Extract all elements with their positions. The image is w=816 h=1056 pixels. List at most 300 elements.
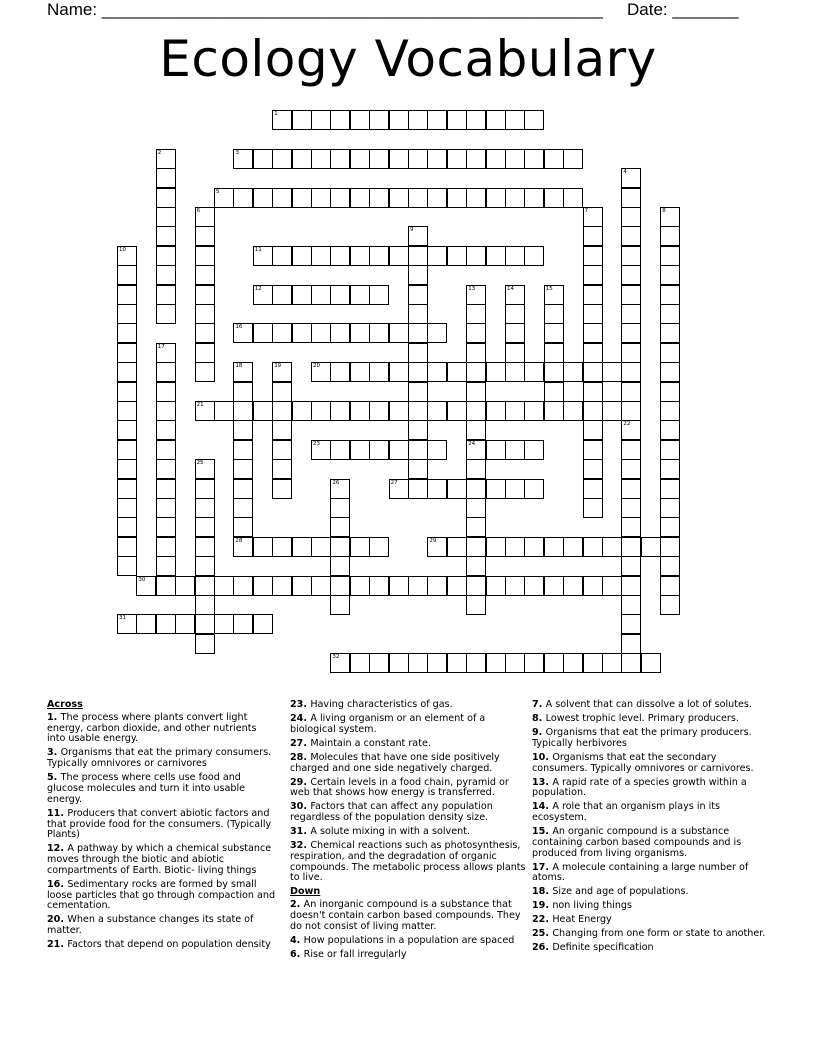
crossword-cell[interactable] [524,576,544,596]
crossword-cell[interactable] [389,110,409,130]
crossword-cell[interactable] [272,401,292,421]
crossword-cell[interactable] [660,401,680,421]
crossword-cell[interactable] [272,440,292,460]
crossword-cell[interactable] [583,498,603,518]
crossword-cell[interactable] [330,149,350,169]
crossword-cell[interactable] [660,246,680,266]
crossword-cell[interactable] [447,246,467,266]
crossword-cell[interactable] [233,498,253,518]
crossword-cell[interactable] [583,401,603,421]
crossword-cell[interactable] [505,246,525,266]
crossword-cell[interactable] [389,653,409,673]
crossword-cell[interactable] [544,304,564,324]
crossword-cell[interactable] [466,498,486,518]
crossword-cell[interactable] [350,653,370,673]
crossword-cell[interactable] [233,537,253,557]
crossword-cell[interactable] [233,440,253,460]
crossword-cell[interactable] [408,343,428,363]
crossword-cell[interactable] [427,149,447,169]
crossword-cell[interactable] [272,323,292,343]
crossword-cell[interactable] [272,420,292,440]
crossword-cell[interactable] [447,653,467,673]
crossword-cell[interactable] [505,285,525,305]
crossword-cell[interactable] [466,440,486,460]
crossword-cell[interactable] [466,420,486,440]
crossword-cell[interactable] [621,226,641,246]
crossword-cell[interactable] [621,537,641,557]
crossword-cell[interactable] [427,653,447,673]
crossword-cell[interactable] [350,576,370,596]
crossword-cell[interactable] [660,479,680,499]
crossword-cell[interactable] [369,653,389,673]
crossword-cell[interactable] [136,576,156,596]
crossword-cell[interactable] [621,285,641,305]
crossword-cell[interactable] [175,614,195,634]
crossword-cell[interactable] [292,323,312,343]
crossword-cell[interactable] [447,188,467,208]
crossword-cell[interactable] [544,188,564,208]
crossword-cell[interactable] [408,304,428,324]
crossword-cell[interactable] [156,168,176,188]
crossword-cell[interactable] [195,401,215,421]
crossword-cell[interactable] [272,110,292,130]
crossword-cell[interactable] [524,653,544,673]
crossword-cell[interactable] [330,479,350,499]
crossword-cell[interactable] [660,576,680,596]
crossword-cell[interactable] [621,207,641,227]
crossword-cell[interactable] [311,149,331,169]
crossword-cell[interactable] [660,517,680,537]
crossword-cell[interactable] [233,401,253,421]
crossword-cell[interactable] [621,420,641,440]
crossword-cell[interactable] [117,323,137,343]
crossword-cell[interactable] [389,479,409,499]
crossword-cell[interactable] [544,382,564,402]
crossword-cell[interactable] [272,188,292,208]
crossword-cell[interactable] [544,323,564,343]
crossword-cell[interactable] [311,188,331,208]
crossword-cell[interactable] [330,401,350,421]
crossword-cell[interactable] [524,362,544,382]
crossword-cell[interactable] [621,556,641,576]
crossword-cell[interactable] [389,188,409,208]
crossword-cell[interactable] [486,479,506,499]
crossword-cell[interactable] [621,595,641,615]
crossword-cell[interactable] [486,440,506,460]
crossword-cell[interactable] [369,323,389,343]
crossword-cell[interactable] [292,537,312,557]
crossword-cell[interactable] [583,323,603,343]
crossword-cell[interactable] [195,556,215,576]
crossword-cell[interactable] [660,343,680,363]
crossword-cell[interactable] [505,188,525,208]
crossword-cell[interactable] [563,362,583,382]
crossword-cell[interactable] [466,517,486,537]
crossword-cell[interactable] [466,285,486,305]
crossword-cell[interactable] [292,246,312,266]
crossword-cell[interactable] [195,285,215,305]
crossword-cell[interactable] [563,188,583,208]
crossword-cell[interactable] [641,537,661,557]
crossword-cell[interactable] [621,517,641,537]
crossword-cell[interactable] [369,576,389,596]
crossword-cell[interactable] [466,323,486,343]
crossword-cell[interactable] [427,401,447,421]
crossword-cell[interactable] [330,323,350,343]
crossword-cell[interactable] [156,517,176,537]
crossword-cell[interactable] [156,479,176,499]
crossword-cell[interactable] [369,440,389,460]
crossword-cell[interactable] [427,440,447,460]
crossword-cell[interactable] [253,537,273,557]
crossword-cell[interactable] [156,362,176,382]
crossword-cell[interactable] [466,382,486,402]
crossword-cell[interactable] [156,226,176,246]
crossword-cell[interactable] [427,479,447,499]
crossword-cell[interactable] [466,362,486,382]
crossword-cell[interactable] [447,149,467,169]
crossword-cell[interactable] [330,110,350,130]
crossword-cell[interactable] [408,188,428,208]
crossword-cell[interactable] [602,362,622,382]
crossword-cell[interactable] [389,576,409,596]
crossword-cell[interactable] [156,207,176,227]
crossword-cell[interactable] [486,401,506,421]
crossword-cell[interactable] [544,285,564,305]
crossword-cell[interactable] [505,576,525,596]
crossword-cell[interactable] [486,362,506,382]
crossword-cell[interactable] [292,110,312,130]
crossword-cell[interactable] [583,246,603,266]
crossword-cell[interactable] [563,537,583,557]
crossword-cell[interactable] [660,440,680,460]
crossword-cell[interactable] [253,614,273,634]
crossword-cell[interactable] [272,576,292,596]
crossword-cell[interactable] [466,304,486,324]
crossword-cell[interactable] [602,401,622,421]
crossword-cell[interactable] [156,440,176,460]
crossword-cell[interactable] [292,576,312,596]
crossword-cell[interactable] [389,362,409,382]
crossword-cell[interactable] [408,420,428,440]
crossword-cell[interactable] [524,401,544,421]
crossword-cell[interactable] [466,459,486,479]
crossword-cell[interactable] [195,323,215,343]
crossword-cell[interactable] [427,576,447,596]
crossword-cell[interactable] [505,343,525,363]
crossword-cell[interactable] [408,323,428,343]
crossword-cell[interactable] [427,537,447,557]
crossword-cell[interactable] [408,265,428,285]
crossword-cell[interactable] [272,459,292,479]
crossword-cell[interactable] [660,207,680,227]
crossword-cell[interactable] [233,188,253,208]
crossword-cell[interactable] [272,382,292,402]
crossword-cell[interactable] [233,517,253,537]
crossword-cell[interactable] [233,149,253,169]
crossword-cell[interactable] [524,479,544,499]
crossword-cell[interactable] [583,382,603,402]
crossword-cell[interactable] [272,285,292,305]
crossword-cell[interactable] [117,479,137,499]
crossword-cell[interactable] [466,149,486,169]
crossword-cell[interactable] [330,595,350,615]
crossword-cell[interactable] [660,595,680,615]
crossword-cell[interactable] [369,285,389,305]
crossword-cell[interactable] [486,110,506,130]
crossword-cell[interactable] [117,537,137,557]
crossword-cell[interactable] [330,285,350,305]
crossword-cell[interactable] [156,459,176,479]
crossword-cell[interactable] [621,362,641,382]
crossword-cell[interactable] [156,614,176,634]
crossword-cell[interactable] [466,401,486,421]
crossword-cell[interactable] [544,149,564,169]
crossword-cell[interactable] [621,576,641,596]
crossword-cell[interactable] [156,556,176,576]
crossword-cell[interactable] [350,401,370,421]
crossword-cell[interactable] [466,537,486,557]
crossword-cell[interactable] [408,401,428,421]
crossword-cell[interactable] [583,479,603,499]
crossword-cell[interactable] [195,207,215,227]
crossword-cell[interactable] [621,188,641,208]
crossword-cell[interactable] [330,440,350,460]
crossword-cell[interactable] [117,362,137,382]
crossword-cell[interactable] [563,653,583,673]
crossword-cell[interactable] [195,537,215,557]
crossword-cell[interactable] [369,401,389,421]
crossword-cell[interactable] [117,246,137,266]
crossword-cell[interactable] [641,653,661,673]
crossword-cell[interactable] [117,614,137,634]
crossword-cell[interactable] [117,420,137,440]
crossword-cell[interactable] [233,420,253,440]
crossword-cell[interactable] [621,323,641,343]
crossword-cell[interactable] [466,188,486,208]
crossword-cell[interactable] [350,362,370,382]
crossword-cell[interactable] [350,110,370,130]
crossword-cell[interactable] [195,479,215,499]
crossword-cell[interactable] [427,362,447,382]
crossword-cell[interactable] [369,537,389,557]
crossword-cell[interactable] [330,576,350,596]
crossword-cell[interactable] [233,382,253,402]
crossword-cell[interactable] [408,362,428,382]
crossword-cell[interactable] [195,246,215,266]
crossword-cell[interactable] [311,401,331,421]
crossword-cell[interactable] [466,479,486,499]
crossword-cell[interactable] [583,285,603,305]
crossword-cell[interactable] [214,614,234,634]
crossword-cell[interactable] [330,188,350,208]
crossword-cell[interactable] [583,343,603,363]
crossword-cell[interactable] [156,343,176,363]
crossword-cell[interactable] [447,362,467,382]
crossword-cell[interactable] [408,479,428,499]
crossword-cell[interactable] [447,110,467,130]
crossword-cell[interactable] [486,537,506,557]
crossword-cell[interactable] [660,323,680,343]
crossword-cell[interactable] [583,362,603,382]
crossword-cell[interactable] [330,556,350,576]
crossword-cell[interactable] [369,149,389,169]
crossword-cell[interactable] [583,653,603,673]
crossword-cell[interactable] [660,420,680,440]
crossword-cell[interactable] [466,576,486,596]
crossword-cell[interactable] [408,382,428,402]
crossword-cell[interactable] [505,323,525,343]
crossword-cell[interactable] [156,285,176,305]
crossword-cell[interactable] [195,226,215,246]
crossword-cell[interactable] [117,304,137,324]
crossword-cell[interactable] [621,401,641,421]
crossword-cell[interactable] [253,323,273,343]
crossword-cell[interactable] [660,265,680,285]
crossword-cell[interactable] [447,401,467,421]
crossword-cell[interactable] [350,246,370,266]
crossword-cell[interactable] [369,246,389,266]
crossword-cell[interactable] [156,188,176,208]
crossword-cell[interactable] [195,362,215,382]
crossword-cell[interactable] [117,401,137,421]
crossword-cell[interactable] [195,595,215,615]
crossword-cell[interactable] [195,498,215,518]
crossword-cell[interactable] [117,440,137,460]
crossword-cell[interactable] [311,285,331,305]
crossword-cell[interactable] [621,265,641,285]
crossword-cell[interactable] [292,401,312,421]
crossword-cell[interactable] [156,304,176,324]
crossword-cell[interactable] [466,343,486,363]
crossword-cell[interactable] [136,614,156,634]
crossword-cell[interactable] [214,576,234,596]
crossword-cell[interactable] [408,285,428,305]
crossword-cell[interactable] [505,537,525,557]
crossword-cell[interactable] [233,459,253,479]
crossword-cell[interactable] [389,246,409,266]
crossword-cell[interactable] [486,653,506,673]
crossword-cell[interactable] [117,517,137,537]
crossword-cell[interactable] [350,537,370,557]
crossword-cell[interactable] [117,382,137,402]
crossword-cell[interactable] [544,343,564,363]
crossword-cell[interactable] [350,440,370,460]
crossword-cell[interactable] [292,188,312,208]
crossword-cell[interactable] [350,323,370,343]
crossword-cell[interactable] [233,362,253,382]
crossword-cell[interactable] [195,576,215,596]
crossword-cell[interactable] [583,304,603,324]
crossword-cell[interactable] [330,498,350,518]
crossword-cell[interactable] [621,304,641,324]
crossword-cell[interactable] [272,537,292,557]
crossword-cell[interactable] [117,498,137,518]
crossword-cell[interactable] [583,420,603,440]
crossword-cell[interactable] [505,304,525,324]
crossword-cell[interactable] [621,614,641,634]
crossword-cell[interactable] [233,479,253,499]
crossword-cell[interactable] [408,226,428,246]
crossword-cell[interactable] [486,188,506,208]
crossword-cell[interactable] [233,576,253,596]
crossword-cell[interactable] [660,285,680,305]
crossword-cell[interactable] [311,576,331,596]
crossword-cell[interactable] [505,653,525,673]
crossword-cell[interactable] [195,517,215,537]
crossword-cell[interactable] [272,149,292,169]
crossword-cell[interactable] [117,556,137,576]
crossword-cell[interactable] [563,401,583,421]
crossword-cell[interactable] [544,576,564,596]
crossword-cell[interactable] [253,246,273,266]
crossword-cell[interactable] [389,149,409,169]
crossword-cell[interactable] [544,653,564,673]
crossword-cell[interactable] [408,110,428,130]
crossword-cell[interactable] [156,401,176,421]
crossword-cell[interactable] [156,265,176,285]
crossword-cell[interactable] [272,246,292,266]
crossword-cell[interactable] [117,459,137,479]
crossword-cell[interactable] [621,459,641,479]
crossword-cell[interactable] [311,323,331,343]
crossword-cell[interactable] [117,285,137,305]
crossword-cell[interactable] [253,149,273,169]
crossword-cell[interactable] [408,459,428,479]
crossword-cell[interactable] [311,537,331,557]
crossword-cell[interactable] [660,537,680,557]
crossword-cell[interactable] [660,556,680,576]
crossword-cell[interactable] [156,420,176,440]
crossword-cell[interactable] [505,149,525,169]
crossword-cell[interactable] [563,149,583,169]
crossword-cell[interactable] [369,362,389,382]
crossword-cell[interactable] [350,285,370,305]
crossword-cell[interactable] [389,440,409,460]
crossword-cell[interactable] [621,634,641,654]
crossword-cell[interactable] [621,382,641,402]
crossword-cell[interactable] [330,537,350,557]
crossword-cell[interactable] [195,459,215,479]
crossword-cell[interactable] [408,440,428,460]
crossword-cell[interactable] [486,576,506,596]
crossword-cell[interactable] [583,459,603,479]
crossword-cell[interactable] [505,440,525,460]
crossword-cell[interactable] [505,362,525,382]
crossword-cell[interactable] [602,653,622,673]
crossword-cell[interactable] [466,246,486,266]
crossword-cell[interactable] [660,459,680,479]
crossword-cell[interactable] [311,246,331,266]
crossword-cell[interactable] [505,110,525,130]
crossword-cell[interactable] [466,653,486,673]
crossword-cell[interactable] [369,110,389,130]
crossword-cell[interactable] [330,362,350,382]
crossword-cell[interactable] [583,226,603,246]
crossword-cell[interactable] [156,498,176,518]
crossword-cell[interactable] [447,479,467,499]
crossword-cell[interactable] [408,246,428,266]
crossword-cell[interactable] [466,110,486,130]
crossword-cell[interactable] [330,517,350,537]
crossword-cell[interactable] [486,149,506,169]
crossword-cell[interactable] [156,246,176,266]
crossword-cell[interactable] [524,110,544,130]
crossword-cell[interactable] [466,556,486,576]
crossword-cell[interactable] [660,498,680,518]
crossword-cell[interactable] [156,382,176,402]
crossword-cell[interactable] [621,343,641,363]
